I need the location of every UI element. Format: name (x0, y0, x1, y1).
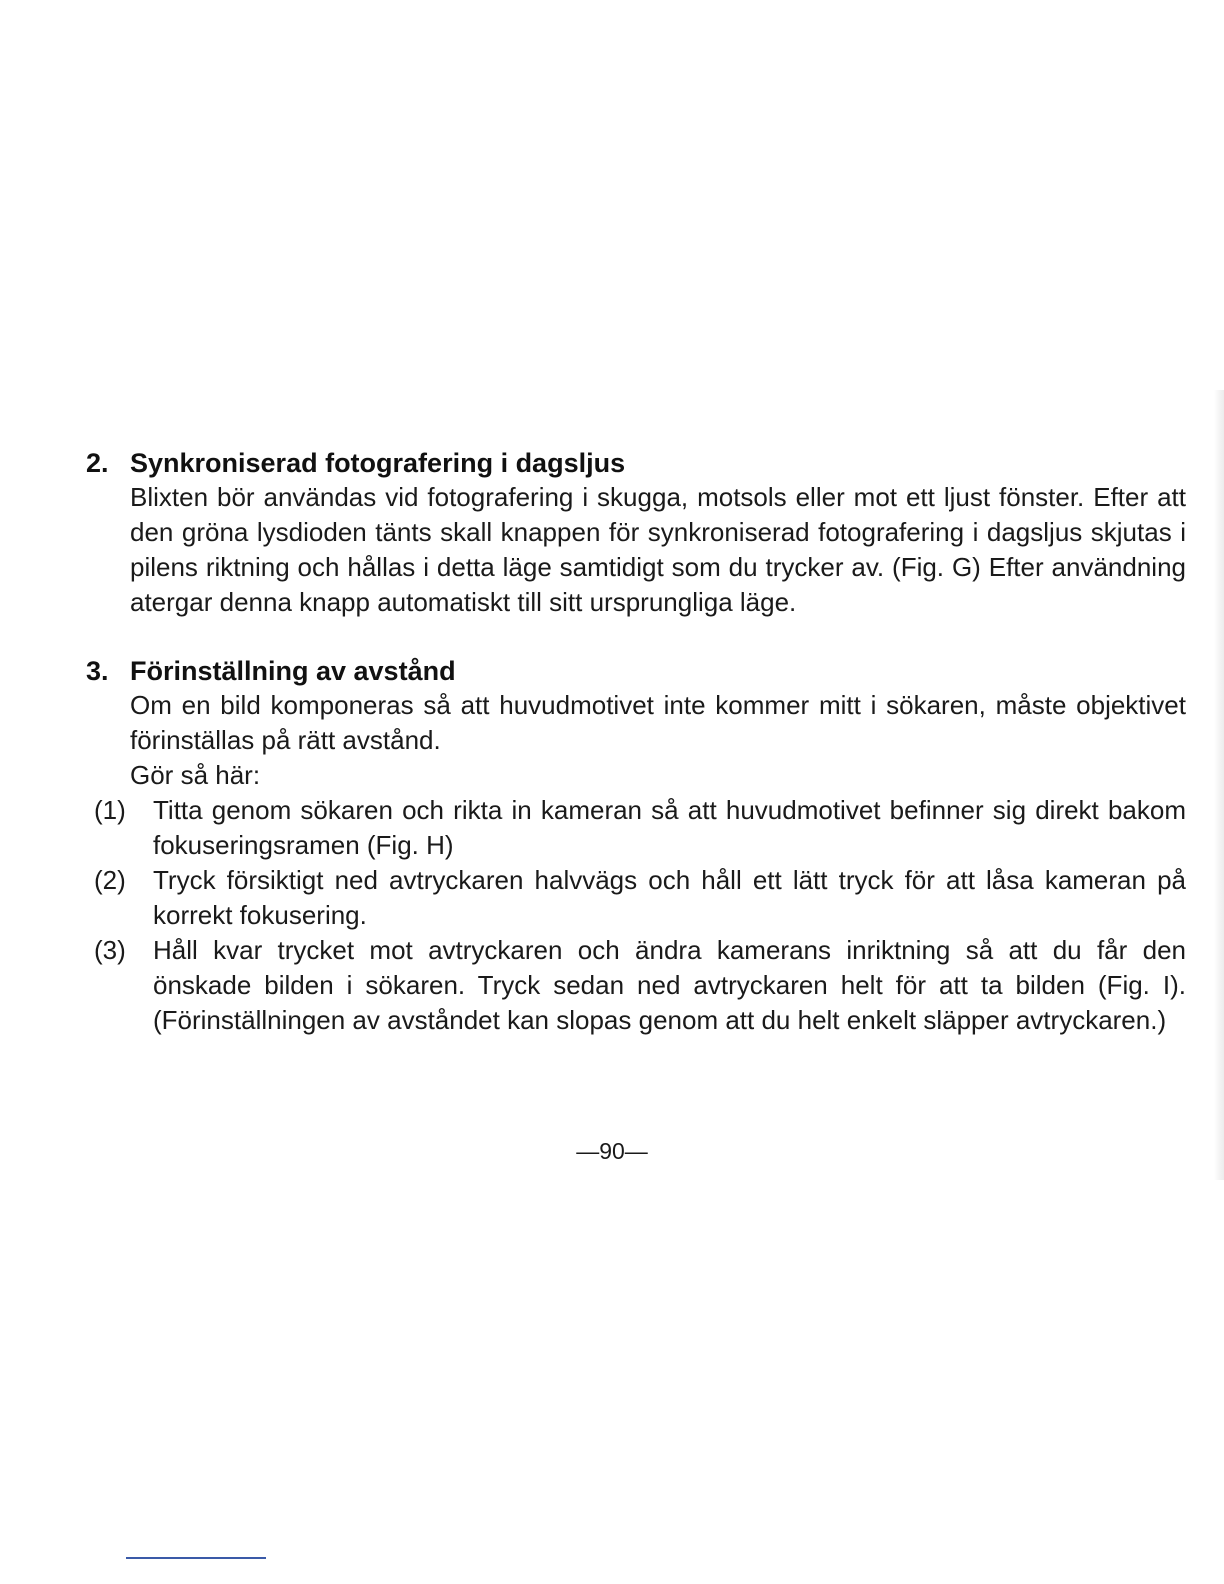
step-item (86, 933, 1186, 1038)
section-number: 3. (86, 656, 109, 686)
steps-intro: Gör så här: (130, 760, 261, 790)
section-body (130, 688, 1186, 793)
section-heading (86, 446, 1186, 480)
step-item (86, 793, 1186, 863)
section-title: Synkroniserad fotografering i dagsljus (130, 448, 626, 478)
step-number: (3) (94, 935, 126, 965)
page-edge-shadow (1214, 390, 1224, 1180)
page-number: —90— (576, 1138, 648, 1164)
section-heading (86, 654, 1186, 688)
step-item (86, 863, 1186, 933)
section-daylight-sync (86, 446, 1186, 620)
section-distance-preset (86, 654, 1186, 1038)
step-text: Håll kvar trycket mot avtryckaren och ändra kamerans inriktning så att du får den önskade bilden i sökaren. Tryck sedan ned avtryckaren helt för att ta bilden (Fig. I). (Förinställningen av avståndet kan slopas genom att du helt enkelt släpper avtryckaren.) (153, 935, 1186, 1035)
section-paragraph: Om en bild komponeras så att huvudmotivet inte kommer mitt i sökaren, måste objektivet förinställas på rätt avstånd. (130, 690, 1186, 755)
step-list (86, 793, 1186, 1038)
step-number: (2) (94, 865, 126, 895)
step-text: Titta genom sökaren och rikta in kameran så att huvudmotivet befinner sig direkt bakom fokuseringsramen (Fig. H) (153, 795, 1186, 860)
section-number: 2. (86, 448, 109, 478)
section-title: Förinställning av avstånd (130, 656, 456, 686)
step-text: Tryck försiktigt ned avtryckaren halvvägs och håll ett lätt tryck för att låsa kameran på korrekt fokusering. (153, 865, 1186, 930)
section-paragraph: Blixten bör användas vid fotografering i skugga, motsols eller mot ett ljust fönster. Efter att den gröna lysdioden tänts skall knappen för synkroniserad fotografering i dagsljus skjutas i pilens riktning och hållas i detta läge samtidigt som du trycker av. (Fig. G) Efter användning atergar denna knapp automatiskt till sitt ursprungliga läge. (130, 482, 1186, 617)
step-number: (1) (94, 795, 126, 825)
footnote-divider (126, 1557, 266, 1559)
section-body (130, 480, 1186, 620)
